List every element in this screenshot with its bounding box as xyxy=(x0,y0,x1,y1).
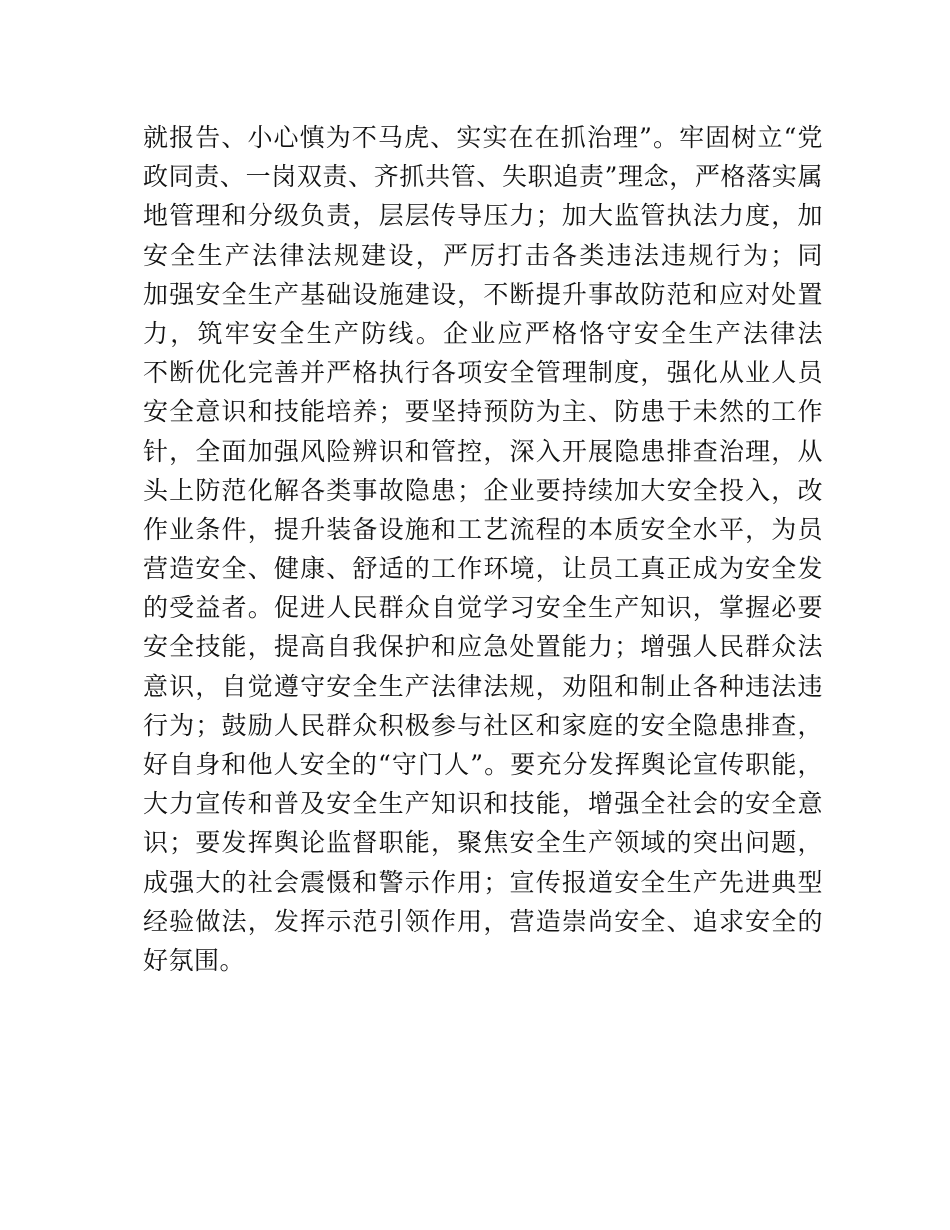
paragraph-line: 加强安全生产基础设施建设，不断提升事故防范和应对处置 xyxy=(143,279,823,309)
paragraph-line: 力，筑牢安全生产防线。企业应严格恪守安全生产法律法 xyxy=(143,318,823,348)
paragraph-last-line: 好氛围。 xyxy=(143,945,246,975)
paragraph-line: 针，全面加强风险辨识和管控，深入开展隐患排查治理，从 xyxy=(143,436,823,466)
paragraph-line: 作业条件，提升装备设施和工艺流程的本质安全水平，为员 xyxy=(143,514,823,544)
paragraph-line: 识；要发挥舆论监督职能，聚焦安全生产领域的突出问题， xyxy=(143,828,823,858)
paragraph-line: 就报告、小心慎为不马虎、实实在在抓治理”。牢固树立“党 xyxy=(143,123,823,152)
paragraph-line: 安全生产法律法规建设，严厉打击各类违法违规行为；同 xyxy=(143,240,823,270)
paragraph-line: 成强大的社会震慑和警示作用；宣传报道安全生产先进典型 xyxy=(143,867,823,897)
paragraph-line: 头上防范化解各类事故隐患；企业要持续加大安全投入，改 xyxy=(143,475,823,505)
paragraph-line: 安全技能，提高自我保护和应急处置能力；增强人民群众法 xyxy=(143,632,823,662)
paragraph-line: 安全意识和技能培养；要坚持预防为主、防患于未然的工作 xyxy=(143,397,823,427)
paragraph-line: 经验做法，发挥示范引领作用，营造崇尚安全、追求安全的 xyxy=(143,906,823,936)
paragraph-line: 不断优化完善并严格执行各项安全管理制度，强化从业人员 xyxy=(143,358,823,388)
paragraph-line: 好自身和他人安全的“守门人”。要充分发挥舆论宣传职能， xyxy=(143,750,823,779)
paragraph-line: 政同责、一岗双责、齐抓共管、失职追责”理念，严格落实属 xyxy=(143,162,823,192)
paragraph-line: 意识，自觉遵守安全生产法律法规，劝阻和制止各种违法违 xyxy=(143,671,823,701)
paragraph-line: 大力宣传和普及安全生产知识和技能，增强全社会的安全意 xyxy=(143,789,823,819)
paragraph-line: 营造安全、健康、舒适的工作环境，让员工真正成为安全发 xyxy=(143,554,823,584)
body-paragraph xyxy=(143,118,823,980)
paragraph-line: 地管理和分级负责，层层传导压力；加大监管执法力度，加 xyxy=(143,201,823,231)
paragraph-line: 的受益者。促进人民群众自觉学习安全生产知识，掌握必要 xyxy=(143,593,823,623)
paragraph-line: 行为；鼓励人民群众积极参与社区和家庭的安全隐患排查， xyxy=(143,710,823,740)
